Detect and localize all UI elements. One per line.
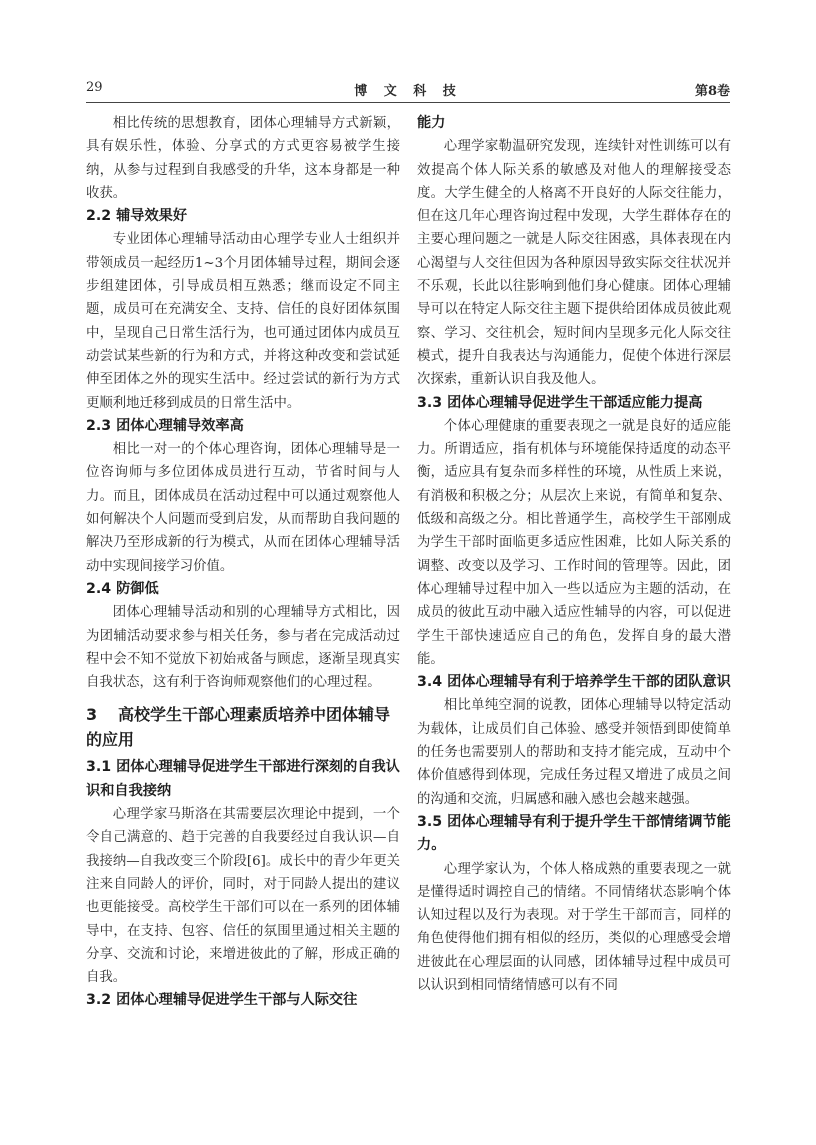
section-3-1-heading: 3.1 团体心理辅导促进学生干部进行深刻的自我认识和自我接纳 — [86, 759, 400, 799]
section-3-2-heading-continued: 能力 — [417, 115, 446, 131]
intro-paragraph: 相比传统的思想教育，团体心理辅导方式新颖，具有娱乐性，体验、分享式的方式更容易被学生接纳，从参与过程到自我感受的升华，这本身都是一种收获。 — [86, 116, 400, 201]
running-header — [86, 80, 730, 102]
right-column — [417, 112, 731, 1112]
section-3-5-heading: 3.5 团体心理辅导有利于提升学生干部情绪调节能力。 — [417, 813, 731, 854]
journal-name: 博 文 科 技 — [354, 84, 462, 99]
section-2-3-paragraph: 相比一对一的个体心理咨询，团体心理辅导是一位咨询师与多位团体成员进行互动，节省时间与人力。而且，团体成员在活动过程中可以通过观察他人如何解决个人问题而受到启发，从而帮助自我问题的解决乃至形成新的行为模式，从而在团体心理辅导活动中实现间接学习价值。 — [86, 442, 400, 574]
section-2-3-heading: 2.3 团体心理辅导效率高 — [86, 417, 244, 434]
volume-label: 第8卷 — [694, 84, 730, 99]
section-3-title: 高校学生干部心理素质培养中团体辅导的应用 — [86, 705, 391, 750]
section-2-2-heading: 2.2 辅导效果好 — [86, 208, 188, 225]
section-3-3-paragraph: 个体心理健康的重要表现之一就是良好的适应能力。所谓适应，指有机体与环境能保持适度的动态平衡，适应具有复杂而多样性的环境，从性质上来说，有消极和积极之分；从层次上来说，有简单和复杂、低级和高级之分。相比普通学生，高校学生干部刚成为学生干部时面临更多适应性困难，比如人际关系的调整、改变以及学习、工作时间的管理等。因此，团体心理辅导过程中加入一些以适应为主题的活动，在成员的彼此互动中融入适应性辅导的内容，可以促进学生干部快速适应自己的角色，发挥自身的最大潜能。 — [417, 418, 731, 667]
page-number: 29 — [86, 80, 103, 95]
section-3-4-paragraph: 相比单纯空洞的说教，团体心理辅导以特定活动为载体，让成员们自己体验、感受并领悟到即使简单的任务也需要别人的帮助和支持才能完成，互动中个体价值感得到体现，完成任务过程又增进了成员之间的沟通和交流，归属感和融入感也会越来越强。 — [417, 698, 731, 807]
section-3-2-heading: 3.2 团体心理辅导促进学生干部与人际交往 — [86, 992, 358, 1009]
header-rule — [86, 102, 730, 103]
section-2-4-heading: 2.4 防御低 — [86, 580, 159, 597]
section-2-4-paragraph: 团体心理辅导活动和别的心理辅导方式相比，因为团辅活动要求参与相关任务，参与者在完成活动过程中会不知不觉放下初始戒备与顾虑，逐渐呈现真实自我状态，这有利于咨询师观察他们的心理过程。 — [86, 605, 400, 691]
section-3-5-paragraph: 心理学家认为，个体人格成熟的重要表现之一就是懂得适时调控自己的情绪。不同情绪状态影响个体认知过程以及行为表现。对于学生干部而言，同样的角色使得他们拥有相似的经历，类似的心理感受会增进彼此在心理层面的认同感，团体辅导过程中成员可以认识到相同情绪情感可以有不同 — [417, 861, 731, 993]
section-2-2-paragraph: 专业团体心理辅导活动由心理学专业人士组织并带领成员一起经历1~3个月团体辅导过程，期间会逐步组建团体，引导成员相互熟悉；继而设定不同主题，成员可在充满安全、支持、信任的良好团体氛围中，呈现自己日常生活行为，也可通过团体内成员互动尝试某些新的行为和方式，并将这种改变和尝试延伸至团体之外的现实生活中。经过尝试的新行为方式更顺利地迁移到成员的日常生活中。 — [86, 232, 400, 411]
section-3-3-heading: 3.3 团体心理辅导促进学生干部适应能力提高 — [417, 394, 703, 411]
section-3-number: 3 — [86, 705, 98, 725]
section-3-4-heading: 3.4 团体心理辅导有利于培养学生干部的团队意识 — [417, 674, 731, 691]
section-3-heading — [86, 702, 400, 752]
section-3-2-paragraph: 心理学家勒温研究发现，连续针对性训练可以有效提高个体人际关系的敏感及对他人的理解接受态度。大学生健全的人格离不开良好的人际交往能力，但在这几年心理咨询过程中发现，大学生群体存在的主要心理问题之一就是人际交往困惑，具体表现在内心渴望与人交往但因为各种原因导致实际交往状况并不乐观，长此以往影响到他们身心健康。团体心理辅导可以在特定人际交往主题下提供给团体成员彼此观察、学习、交往机会，短时间内呈现多元化人际交往模式，提升自我表达与沟通能力，促使个体进行深层次探索，重新认识自我及他人。 — [417, 139, 731, 388]
section-3-1-paragraph: 心理学家马斯洛在其需要层次理论中提到，一个令自己满意的、趋于完善的自我要经过自我认识—自我接纳—自我改变三个阶段[6]。成长中的青少年更关注来自同龄人的评价，同时，对于同龄人提出的建议也更能接受。高校学生干部们可以在一系列的团体辅导中，在支持、包容、信任的氛围里通过相关主题的分享、交流和讨论，来增进彼此的了解，形成正确的自我。 — [86, 807, 400, 986]
left-column — [86, 112, 400, 1112]
